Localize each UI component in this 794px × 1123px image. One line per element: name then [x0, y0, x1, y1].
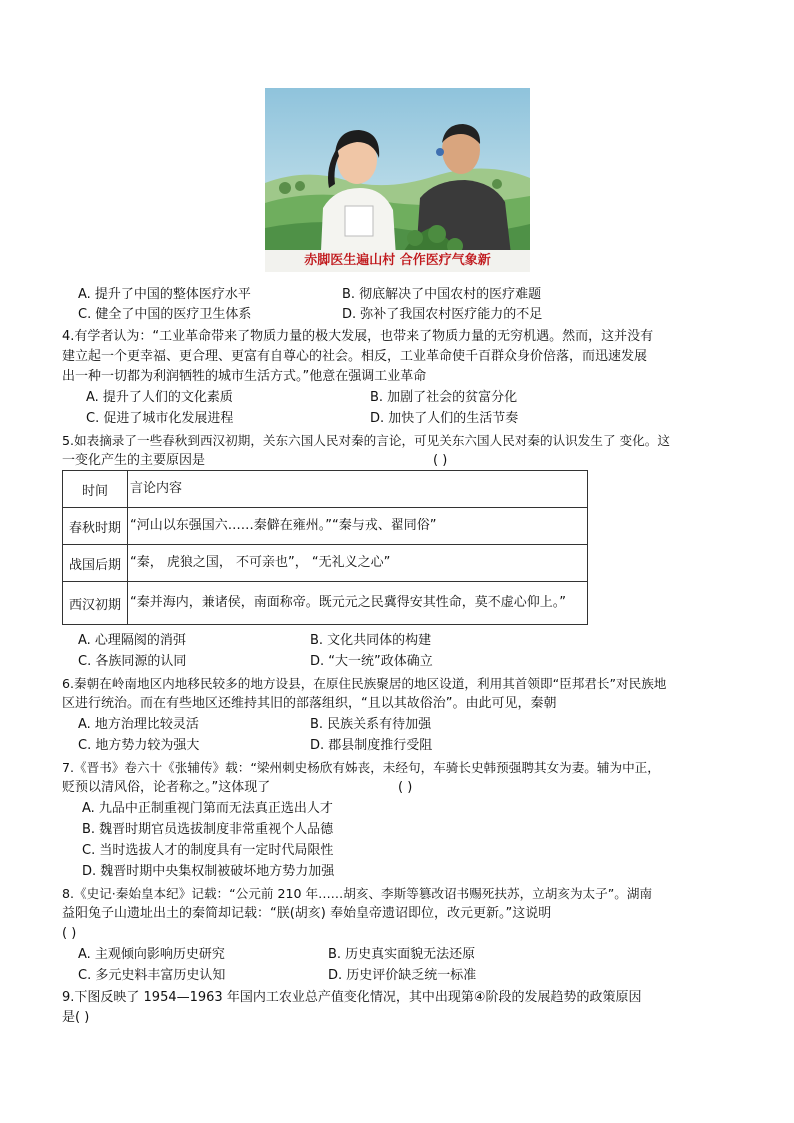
- q7-option-d: D. 魏晋时期中央集权制被破坏地方势力加强: [82, 864, 335, 879]
- table-header-row: [63, 471, 588, 508]
- q4-option-b: B. 加剧了社会的贫富分化: [370, 390, 518, 405]
- q5-answer-paren: ( ): [433, 453, 448, 468]
- table-header-cell: 言论内容: [128, 471, 588, 508]
- q3-option-c: C. 健全了中国的医疗卫生体系: [78, 307, 252, 322]
- q5-stem-line2: 一变化产生的主要原因是: [62, 453, 206, 468]
- barefoot-doctor-poster: [265, 88, 530, 272]
- q8-stem-line2: 益阳兔子山遗址出土的秦简却记载：“朕(胡亥) 奉始皇帝遗诏即位，改元更新。”这说明: [62, 906, 552, 921]
- q5-option-a: A. 心理隔阂的消弭: [78, 633, 186, 648]
- q6-stem-line2: 区进行统治。而在有些地区还维持其旧的部落组织，“且以其故俗治”。由此可见，秦朝: [62, 696, 557, 711]
- q4-option-d: D. 加快了人们的生活节奏: [370, 411, 519, 426]
- q8-stem-line1: 8.《史记·秦始皇本纪》记载：“公元前 210 年……胡亥、李斯等篡改诏书赐死扶苏，立胡亥为太子”。湖南: [62, 886, 653, 901]
- q7-option-c: C. 当时选拔人才的制度具有一定时代局限性: [82, 843, 334, 858]
- q8-option-b: B. 历史真实面貌无法还原: [328, 947, 476, 962]
- q8-option-c: C. 多元史料丰富历史认知: [78, 968, 226, 983]
- q6-option-d: D. 郡县制度推行受阻: [310, 738, 433, 753]
- q6-option-c: C. 地方势力较为强大: [78, 738, 200, 753]
- q9-stem-line1: 9.下图反映了 1954—1963 年国内工农业总产值变化情况，其中出现第④阶段的发展趋势的政策原因: [62, 990, 642, 1005]
- q6-stem-line1: 6.秦朝在岭南地区内地移民较多的地方设县，在原住民族聚居的地区设道，利用其首领即“臣邦君长”对民族地: [62, 676, 667, 691]
- table-row: [63, 508, 588, 545]
- table-row: [63, 582, 588, 625]
- q8-option-a: A. 主观倾向影响历史研究: [78, 947, 225, 962]
- q3-option-a: A. 提升了中国的整体医疗水平: [78, 287, 251, 302]
- q8-answer-paren: ( ): [62, 926, 77, 941]
- q7-option-a: A. 九品中正制重视门第而无法真正选出人才: [82, 801, 333, 816]
- q3-option-b: B. 彻底解决了中国农村的医疗难题: [342, 287, 542, 302]
- q5-option-c: C. 各族同源的认同: [78, 654, 187, 669]
- q4-option-a: A. 提升了人们的文化素质: [86, 390, 233, 405]
- q5-stem-line1: 5.如表摘录了一些春秋到西汉初期，关东六国人民对秦的言论，可见关东六国人民对秦的认识发生了 变化。这: [62, 433, 670, 448]
- q5-quote-table: [62, 470, 588, 625]
- q5-option-d: D. “大一统”政体确立: [310, 654, 433, 669]
- q4-stem-line1: 4.有学者认为：“工业革命带来了物质力量的极大发展，也带来了物质力量的无穷机遇。然而，这并没有: [62, 329, 654, 344]
- q9-stem-line2: 是( ): [62, 1010, 90, 1025]
- poster-illustration: [265, 88, 530, 272]
- table-cell-period: 春秋时期: [63, 508, 128, 545]
- q6-option-a: A. 地方治理比较灵活: [78, 717, 199, 732]
- poster-caption: 赤脚医生遍山村 合作医疗气象新: [265, 250, 530, 272]
- q3-option-d: D. 弥补了我国农村医疗能力的不足: [342, 307, 543, 322]
- q7-stem-line1: 7.《晋书》卷六十《张辅传》载：“梁州刺史杨欣有姊丧，未经句，车骑长史韩预强聘其女为妻。辅为中正，: [62, 760, 660, 775]
- table-cell-quote: “河山以东强国六……秦僻在雍州。”“秦与戎、翟同俗”: [128, 508, 588, 545]
- table-cell-period: 战国后期: [63, 545, 128, 582]
- q7-stem-line2: 贬预以清风俗，论者称之。”这体现了: [62, 780, 271, 795]
- table-cell-quote: “秦， 虎狼之国， 不可亲也”， “无礼义之心”: [128, 545, 588, 582]
- q4-stem-line2: 建立起一个更幸福、更合理、更富有自尊心的社会。相反，工业革命使千百群众身价倍落，而迅速发展: [62, 349, 648, 364]
- q8-option-d: D. 历史评价缺乏统一标准: [328, 968, 477, 983]
- table-header-cell: 时间: [63, 471, 128, 508]
- q7-answer-paren: ( ): [398, 780, 413, 795]
- table-cell-quote: “秦并海内，兼诸侯，南面称帝。既元元之民冀得安其性命，莫不虚心仰上。”: [128, 582, 588, 625]
- q7-option-b: B. 魏晋时期官员选拔制度非常重视个人品德: [82, 822, 334, 837]
- q6-option-b: B. 民族关系有待加强: [310, 717, 432, 732]
- q5-option-b: B. 文化共同体的构建: [310, 633, 432, 648]
- q4-stem-line3: 出一种一切都为利润牺牲的城市生活方式。”他意在强调工业革命: [62, 369, 427, 384]
- table-cell-period: 西汉初期: [63, 582, 128, 625]
- q4-option-c: C. 促进了城市化发展进程: [86, 411, 234, 426]
- table-row: [63, 545, 588, 582]
